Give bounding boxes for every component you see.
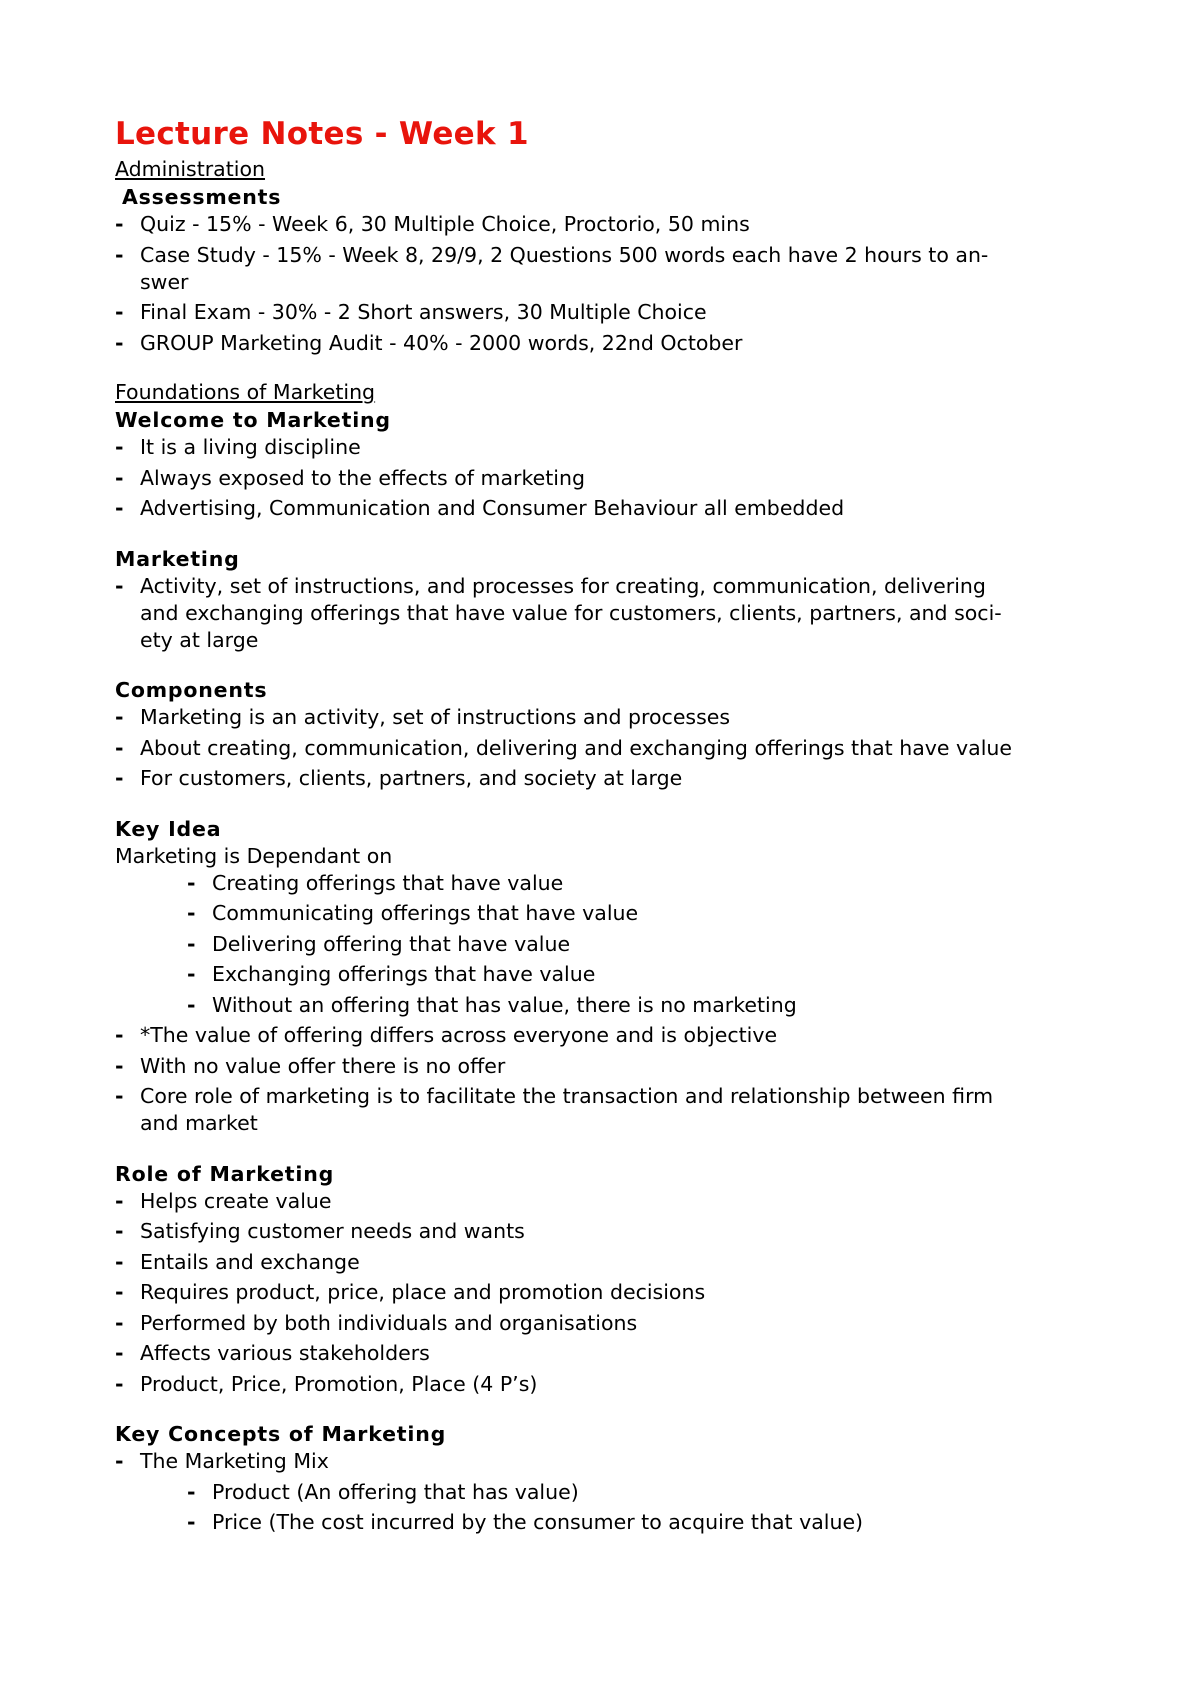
list-item bbox=[115, 573, 1090, 654]
list-item-text: GROUP Marketing Audit - 40% - 2000 words, 22nd October bbox=[140, 330, 743, 355]
heading-key-concepts: Key Concepts of Marketing bbox=[115, 1422, 447, 1446]
list-item-text: Product (An offering that has value) bbox=[212, 1479, 579, 1504]
bullet-dash-icon: - bbox=[187, 1510, 196, 1534]
list-item bbox=[115, 1310, 1090, 1337]
list-item-text: Always exposed to the effects of marketing bbox=[140, 465, 585, 490]
list-item-text: Delivering offering that have value bbox=[212, 931, 571, 956]
list-item bbox=[115, 870, 1090, 897]
bullet-dash-icon: - bbox=[115, 1371, 124, 1396]
bullet-dash-icon: - bbox=[115, 1053, 124, 1078]
heading-welcome: Welcome to Marketing bbox=[115, 408, 391, 432]
key-idea-sublist bbox=[115, 870, 1090, 1019]
list-item bbox=[115, 1022, 1090, 1049]
list-item bbox=[115, 735, 1090, 762]
list-item-text: For customers, clients, partners, and society at large bbox=[140, 766, 683, 790]
key-concepts-sublist bbox=[115, 1479, 1090, 1537]
bullet-dash-icon: - bbox=[115, 1449, 124, 1473]
list-item bbox=[115, 992, 1090, 1019]
assessments-list bbox=[115, 211, 1090, 357]
list-item bbox=[115, 931, 1090, 958]
list-item bbox=[115, 1053, 1090, 1080]
list-item-text: Creating offerings that have value bbox=[212, 870, 564, 895]
bullet-dash-icon: - bbox=[115, 766, 124, 790]
heading-components: Components bbox=[115, 678, 268, 702]
list-item-text: Helps create value bbox=[140, 1188, 332, 1213]
list-item bbox=[115, 1218, 1090, 1245]
list-item-text: The Marketing Mix bbox=[140, 1449, 329, 1473]
bullet-dash-icon: - bbox=[115, 735, 124, 760]
list-item-text: Performed by both individuals and organisations bbox=[140, 1310, 638, 1335]
bullet-dash-icon: - bbox=[115, 212, 124, 236]
list-item bbox=[115, 1279, 1090, 1306]
key-idea-list bbox=[115, 1022, 1090, 1137]
bullet-dash-icon: - bbox=[187, 992, 196, 1017]
list-item-text: Case Study - 15% - Week 8, 29/9, 2 Questions 500 words each have 2 hours to an- swer bbox=[140, 242, 989, 294]
welcome-list bbox=[115, 434, 1090, 522]
list-item bbox=[115, 211, 1090, 238]
bullet-dash-icon: - bbox=[115, 496, 124, 520]
list-item bbox=[115, 465, 1090, 492]
bullet-dash-icon: - bbox=[187, 901, 196, 925]
key-idea-intro: Marketing is Dependant on bbox=[115, 843, 393, 868]
bullet-dash-icon: - bbox=[115, 435, 124, 459]
list-item bbox=[115, 1479, 1090, 1506]
list-item-text: Communicating offerings that have value bbox=[212, 901, 639, 925]
heading-role: Role of Marketing bbox=[115, 1161, 335, 1186]
list-item bbox=[115, 1509, 1090, 1536]
bullet-dash-icon: - bbox=[115, 573, 124, 598]
list-item-text: Requires product, price, place and promotion decisions bbox=[140, 1280, 706, 1304]
bullet-dash-icon: - bbox=[187, 1479, 196, 1504]
bullet-dash-icon: - bbox=[115, 465, 124, 490]
heading-key-idea: Key Idea bbox=[115, 816, 222, 841]
list-item-text: Entails and exchange bbox=[140, 1249, 360, 1274]
components-list bbox=[115, 704, 1090, 792]
bullet-dash-icon: - bbox=[115, 1219, 124, 1243]
list-item bbox=[115, 495, 1090, 522]
bullet-dash-icon: - bbox=[187, 962, 196, 986]
list-item-text: Activity, set of instructions, and processes for creating, communication, delivering and exchanging offerings that have value for customers, clients, partners, and soci- ety at large bbox=[140, 573, 1002, 652]
list-item bbox=[115, 704, 1090, 731]
list-item-text: Without an offering that has value, there is no marketing bbox=[212, 992, 797, 1017]
list-item bbox=[115, 765, 1090, 792]
list-item-text: Satisfying customer needs and wants bbox=[140, 1219, 525, 1243]
list-item bbox=[115, 900, 1090, 927]
list-item-text: Quiz - 15% - Week 6, 30 Multiple Choice, Proctorio, 50 mins bbox=[140, 212, 750, 236]
bullet-dash-icon: - bbox=[187, 931, 196, 956]
list-item-text: About creating, communication, delivering and exchanging offerings that have value bbox=[140, 735, 1013, 760]
list-item bbox=[115, 1371, 1090, 1398]
list-item bbox=[115, 330, 1090, 357]
bullet-dash-icon: - bbox=[115, 1188, 124, 1213]
list-item-text: Advertising, Communication and Consumer Behaviour all embedded bbox=[140, 496, 845, 520]
heading-assessments: Assessments bbox=[122, 185, 282, 209]
section-foundations: Foundations of Marketing bbox=[115, 380, 376, 404]
list-item-text: Exchanging offerings that have value bbox=[212, 962, 596, 986]
bullet-dash-icon: - bbox=[115, 242, 124, 267]
bullet-dash-icon: - bbox=[187, 870, 196, 895]
list-item-text: Marketing is an activity, set of instructions and processes bbox=[140, 705, 731, 729]
list-item bbox=[115, 1340, 1090, 1367]
key-concepts-list bbox=[115, 1448, 1090, 1475]
section-administration: Administration bbox=[115, 157, 266, 181]
list-item-text: Core role of marketing is to facilitate the transaction and relationship between firm and market bbox=[140, 1084, 994, 1135]
bullet-dash-icon: - bbox=[115, 705, 124, 729]
list-item-text: Product, Price, Promotion, Place (4 P’s) bbox=[140, 1371, 538, 1396]
list-item-text: Affects various stakeholders bbox=[140, 1341, 430, 1365]
bullet-dash-icon: - bbox=[115, 1084, 124, 1108]
list-item-text: Final Exam - 30% - 2 Short answers, 30 Multiple Choice bbox=[140, 300, 707, 324]
list-item bbox=[115, 1249, 1090, 1276]
page-title: Lecture Notes - Week 1 bbox=[115, 116, 529, 152]
role-list bbox=[115, 1188, 1090, 1398]
bullet-dash-icon: - bbox=[115, 1341, 124, 1365]
bullet-dash-icon: - bbox=[115, 1023, 124, 1047]
list-item bbox=[115, 961, 1090, 988]
list-item-text: *The value of offering differs across everyone and is objective bbox=[140, 1023, 778, 1047]
marketing-list bbox=[115, 573, 1090, 654]
list-item-text: It is a living discipline bbox=[140, 435, 361, 459]
list-item bbox=[115, 299, 1090, 326]
bullet-dash-icon: - bbox=[115, 300, 124, 324]
list-item bbox=[115, 242, 1090, 296]
bullet-dash-icon: - bbox=[115, 1249, 124, 1274]
heading-marketing: Marketing bbox=[115, 546, 240, 571]
list-item-text: Price (The cost incurred by the consumer to acquire that value) bbox=[212, 1510, 864, 1534]
bullet-dash-icon: - bbox=[115, 1310, 124, 1335]
list-item bbox=[115, 1188, 1090, 1215]
list-item bbox=[115, 1083, 1090, 1137]
list-item-text: With no value offer there is no offer bbox=[140, 1053, 506, 1078]
bullet-dash-icon: - bbox=[115, 330, 124, 355]
list-item bbox=[115, 434, 1090, 461]
list-item bbox=[115, 1448, 1090, 1475]
bullet-dash-icon: - bbox=[115, 1280, 124, 1304]
